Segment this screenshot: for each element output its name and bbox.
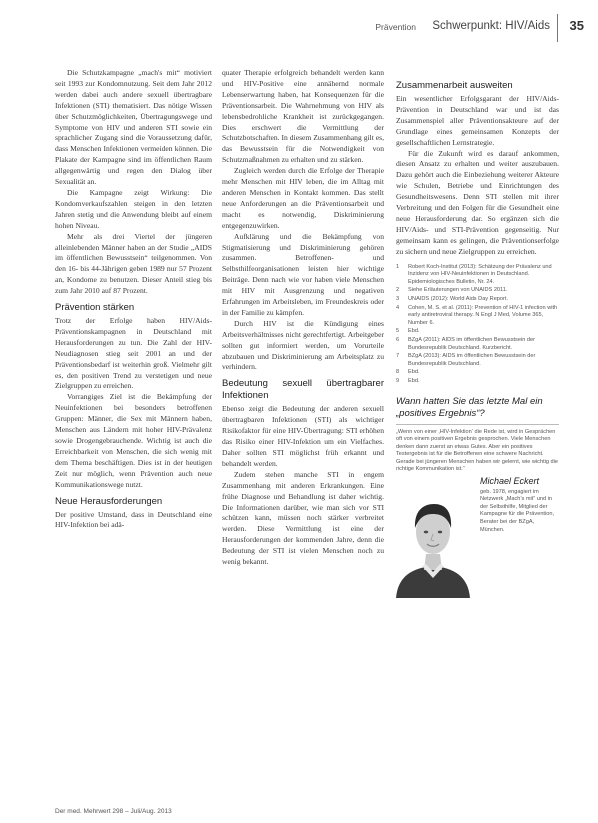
section-title: Schwerpunkt: HIV/Aids <box>432 20 550 32</box>
paragraph: Ebenso zeigt die Bedeutung der anderen sexuell übertragbaren Infektionen (STI) als wichtiger Risikofaktor für eine HIV-Übertragung: STI erhöhen das Risiko einer HIV-Infektion um ein Vielfaches. Daher sollten STI möglichst früh erkannt und behandelt werden. <box>222 404 384 468</box>
paragraph: Die Schutzkampagne „mach's mit“ motiviert seit 1993 zur Kondomnutzung. Seit dem Jahr 2012 werden dabei auch andere sexuell übertragbare Infektionen (STI) thematisiert. Das nötige Wissen über Schutzmöglichkeiten, Übertragungswege und Symptome von HIV und anderen STI sowie ein sprachlicher Zugang sind die Voraussetzung dafür, dass Menschen Infektionen vermeiden können. Die Plakate der Kampagne sind im öffentlichen Raum allgegenwärtig und regen den Dialog über Sexualität an. <box>55 68 212 187</box>
column-2 <box>222 68 384 568</box>
reference-item: 8 Ebd. <box>396 369 420 376</box>
section-heading: Prävention stärken <box>55 302 135 314</box>
quote-title: Wann hatten Sie das letzte Mal ein „positives Ergebnis“? <box>396 395 543 419</box>
quote-text: „Wenn von einer ‚HIV-Infektion‘ die Rede ist, wird in Gesprächen oft von einem positiven Ergebnis gesprochen. Viele Menschen denken dann zuerst an etwas Gutes. Aber ein positives Testergebnis ist für die Betroffenen eine schwere Nachricht. Gerade bei jüngeren Menschen haben wir gelernt, wie wichtig die richtige Kommunikation ist.“ <box>396 428 559 473</box>
paragraph: Zudem stehen manche STI in engem Zusammenhang mit anderen Erkrankungen. Eine frühe Diagnose und Behandlung ist daher wichtig. Die Informationen darüber, wie man sich vor STI schützen kann, müssen noch stärker verbreitet werden. Diese Vermittlung ist eine der Herausforderungen der kommenden Jahre, denn die Bedeutung der STI ist vielen Menschen noch zu wenig bekannt. <box>222 469 384 567</box>
reference-item: 3 UNAIDS (2012): World Aids Day Report. <box>396 295 508 302</box>
references-list <box>396 264 559 386</box>
reference-item: 6 BZgA (2011): AIDS im öffentlichen Bewusstsein der Bundesrepublik Deutschland. Kurzbericht. <box>396 336 535 351</box>
paragraph: Vorrangiges Ziel ist die Bekämpfung der Neuinfektionen bei besonders betroffenen Gruppen: Männer, die Sex mit Männern haben, Menschen aus Ländern mit hoher HIV-Prävalenz sowie Drogengebrauchende. Wichtig ist auch die Erreichbarkeit von Menschen, die sich wenig mit dem Thema beschäftigen. Dies ist in der heutigen Zeit nur möglich, wenn Prävention auch neue Kommunikationswege nutzt. <box>55 392 212 489</box>
section-heading: Zusammenarbeit ausweiten <box>396 80 513 91</box>
header-divider <box>557 14 558 42</box>
person-bio: geb. 1978, engagiert im Netzwerk „Mach’s mit“ und in der Selbsthilfe, Mitglied der Kampagne für die Prävention, Berater bei der BZgA, München. <box>480 488 555 533</box>
page-header <box>0 14 598 42</box>
page-number: 35 <box>569 18 584 33</box>
portrait-photo <box>392 480 474 598</box>
reference-item: 1 Robert Koch-Institut (2013): Schätzung der Prävalenz und Inzidenz von HIV-Neuinfektionen in Deutschland. Epidemiologisches Bulletin, Nr. 24. <box>396 263 552 285</box>
page-footer: Der med. Mehrwert 298 – Juli/Aug. 2013 <box>55 808 172 815</box>
section-heading: Bedeutung sexuell übertragbarer Infektionen <box>222 378 384 402</box>
paragraph: Trotz der Erfolge haben HIV/Aids-Präventionskampagnen in Deutschland mit Herausforderungen zu tun. Die Zahl der HIV-Neudiagnosen stieg seit 2001 an und der Präventionsbedarf ist weiterhin groß. Vielmehr gilt es, den positiven Trend zu verstetigen und neue Zielgruppen zu erreichen. <box>55 316 212 391</box>
column-1 <box>55 68 212 531</box>
paragraph: Zugleich werden durch die Erfolge der Therapie mehr Menschen mit HIV leben, die im Alltag mit anderen Menschen in Kontakt kommen. Das stellt neue Anforderungen an die Präventionsarbeit und macht es notwendig, Diskriminierung entgegenzuwirken. <box>222 166 384 230</box>
person-name: Michael Eckert <box>480 476 540 487</box>
reference-item: 5 Ebd. <box>396 328 420 335</box>
reference-item: 4 Cohen, M. S. et al. (2011): Prevention of HIV-1 infection with early antiretroviral therapy. N Engl J Med, Volume 365, Number 6. <box>396 304 558 326</box>
paragraph: Ein wesentlicher Erfolgsgarant der HIV/Aids-Prävention in Deutschland war und ist das Zusammenspiel aller Präventionsakteure auf der Grundlage eines gemeinsamen Konzepts der gesellschaftlichen Lernstrategie. <box>396 94 559 147</box>
paragraph: Aufklärung und die Bekämpfung von Stigmatisierung und Diskriminierung gehören zusammen. Betroffenen- und Selbsthilfeorganisationen leisten hier wichtige Beiträge. Denn nach wie vor haben viele Menschen mit HIV mit Ausgrenzung und negativen Erfahrungen im Arbeitsleben, im Freundeskreis oder in der Familie zu kämpfen. <box>222 231 384 317</box>
reference-item: 9 Ebd. <box>396 377 420 384</box>
section-label: Prävention <box>375 22 416 32</box>
paragraph: Der positive Umstand, dass in Deutschland eine HIV-Infektion bei adä- <box>55 509 212 530</box>
reference-item: 2 Siehe Erläuterungen von UNAIDS 2011. <box>396 287 508 294</box>
paragraph: Die Kampagne zeigt Wirkung: Die Kondomverkaufszahlen steigen in den letzten Jahren stetig und die Anwendung bleibt auf einem hohen Niveau. <box>55 187 212 230</box>
paragraph: Durch HIV ist die Kündigung eines Arbeitsverhältnisses nicht gerechtfertigt. Arbeitgeber sollten gut informiert werden, um Vorurteile abzubauen und Diskriminierung am Arbeitsplatz zu verhindern. <box>222 318 384 372</box>
quote-box <box>396 424 559 535</box>
portrait-image <box>392 480 474 598</box>
section-heading: Neue Herausforderungen <box>55 495 163 507</box>
column-3 <box>396 80 559 598</box>
paragraph: Mehr als drei Viertel der jüngeren alleinlebenden Männer haben an der Studie „AIDS im öffentlichen Bewusstsein“ teilgenommen. Von den 16- bis 44-Jährigen geben 1989 nur 57 Prozent an, Kondome zu benutzen. Dieser Anteil stieg bis zum Jahr 2010 auf 87 Prozent. <box>55 231 212 296</box>
paragraph: quater Therapie erfolgreich behandelt werden kann und HIV-Positive eine annähernd normale Lebenserwartung haben, hat Konsequenzen für die Präventionsarbeit. Die Wahrnehmung von HIV als lebensbedrohliche Krankheit ist zurückgegangen. Dies erschwert die Vermittlung der Schutzbotschaften. In diesem Zusammenhang gilt es, das Bewusstsein für die Notwendigkeit von Schutzmaßnahmen zu erhalten und zu stärken. <box>222 68 384 165</box>
paragraph: Für die Zukunft wird es darauf ankommen, diesen Ansatz zu erhalten und weiter auszubauen. Dazu gehört auch die Einbeziehung weiterer Akteure wie Schulen, Betriebe und Einrichtungen des Gesundheitswesens. Denn STI stellen mit ihrer Verbreitung und den Folgen für die Gesundheit eine neue Herausforderung dar. So ergänzen sich die HIV/Aids- und STI-Prävention gegenseitig. Nur gemeinsam kann es gelingen, die Präventionserfolge zu sichern und neue Zielgruppen zu erreichen. <box>396 148 559 256</box>
reference-item: 7 BZgA (2013): AIDS im öffentlichen Bewusstsein der Bundesrepublik Deutschland. <box>396 353 536 367</box>
